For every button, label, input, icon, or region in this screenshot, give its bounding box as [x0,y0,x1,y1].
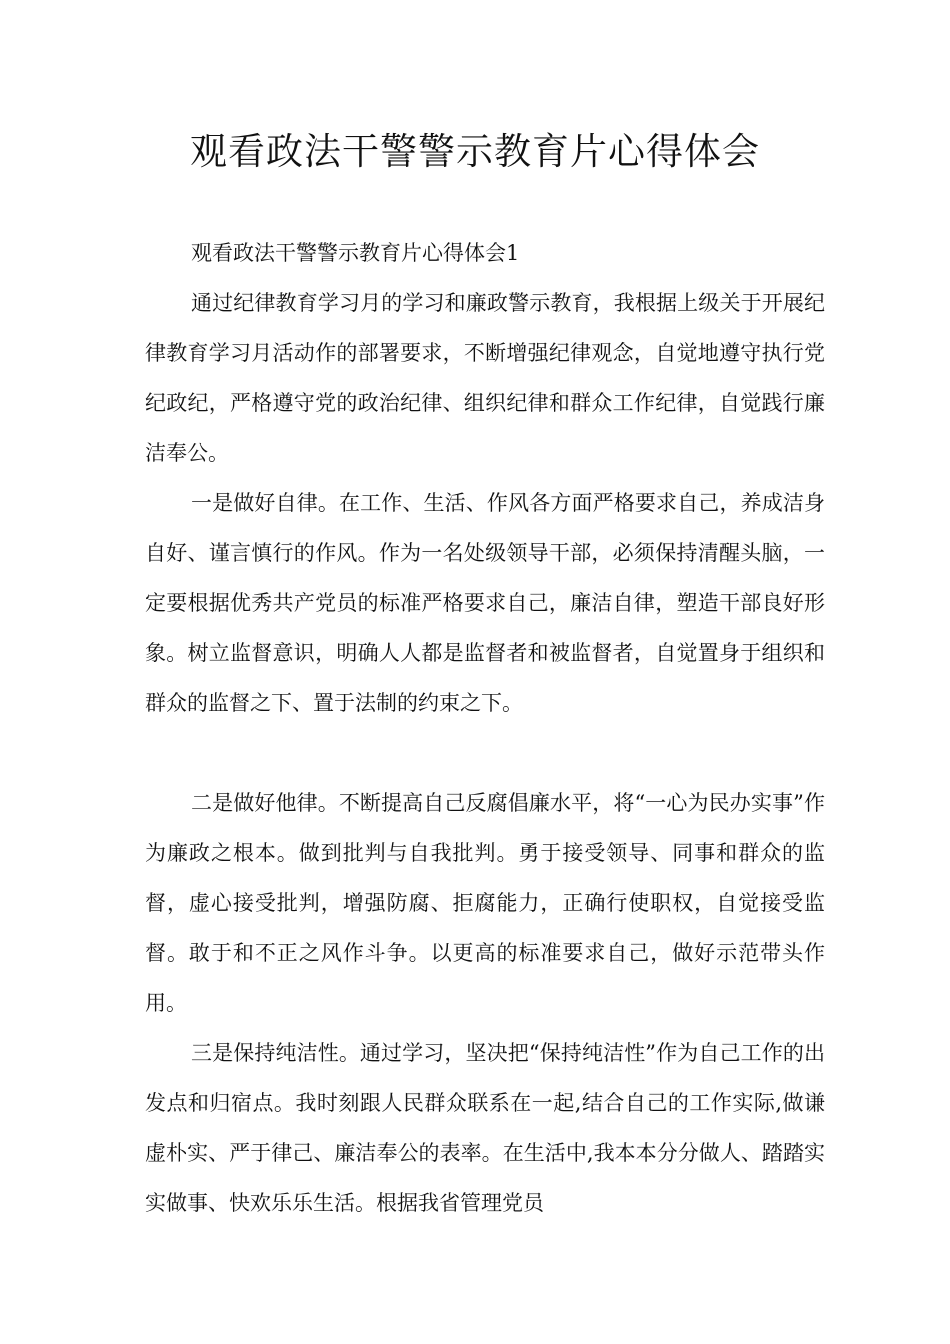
paragraph-purity: 三是保持纯洁性。通过学习，坚决把“保持纯洁性”作为自己工作的出发点和归宿点。我时刻跟人民群众联系在一起,结合自己的工作实际,做谦虚朴实、严于律己、廉洁奉公的表率。在生活中,我本本分分做人、踏踏实实做事、快欢乐乐生活。根据我省管理党员 [145,1041,825,1215]
paragraph-external-discipline: 二是做好他律。不断提高自己反腐倡廉水平，将“一心为民办实事”作为廉政之根本。做到批判与自我批判。勇于接受领导、同事和群众的监督，虚心接受批判，增强防腐、拒腐能力，正确行使职权，自觉接受监督。敢于和不正之风作斗争。以更高的标准要求自己，做好示范带头作用。 [145,791,825,1015]
paragraph-intro: 通过纪律教育学习月的学习和廉政警示教育，我根据上级关于开展纪律教育学习月活动作的部署要求，不断增强纪律观念，自觉地遵守执行党纪政纪，严格遵守党的政治纪律、组织纪律和群众工作纪律，自觉践行廉洁奉公。 [145,291,825,465]
document-body [145,228,825,1228]
paragraph-self-discipline: 一是做好自律。在工作、生活、作风各方面严格要求自己，养成洁身自好、谨言慎行的作风。作为一名处级领导干部，必须保持清醒头脑，一定要根据优秀共产党员的标准严格要求自己，廉洁自律，塑造干部良好形象。树立监督意识，明确人人都是监督者和被监督者，自觉置身于组织和群众的监督之下、置于法制的约束之下。 [145,491,825,715]
paragraph-gap [145,728,825,778]
document-title: 观看政法干警警示教育片心得体会 [190,130,760,173]
section-heading: 观看政法干警警示教育片心得体会1 [191,241,520,265]
